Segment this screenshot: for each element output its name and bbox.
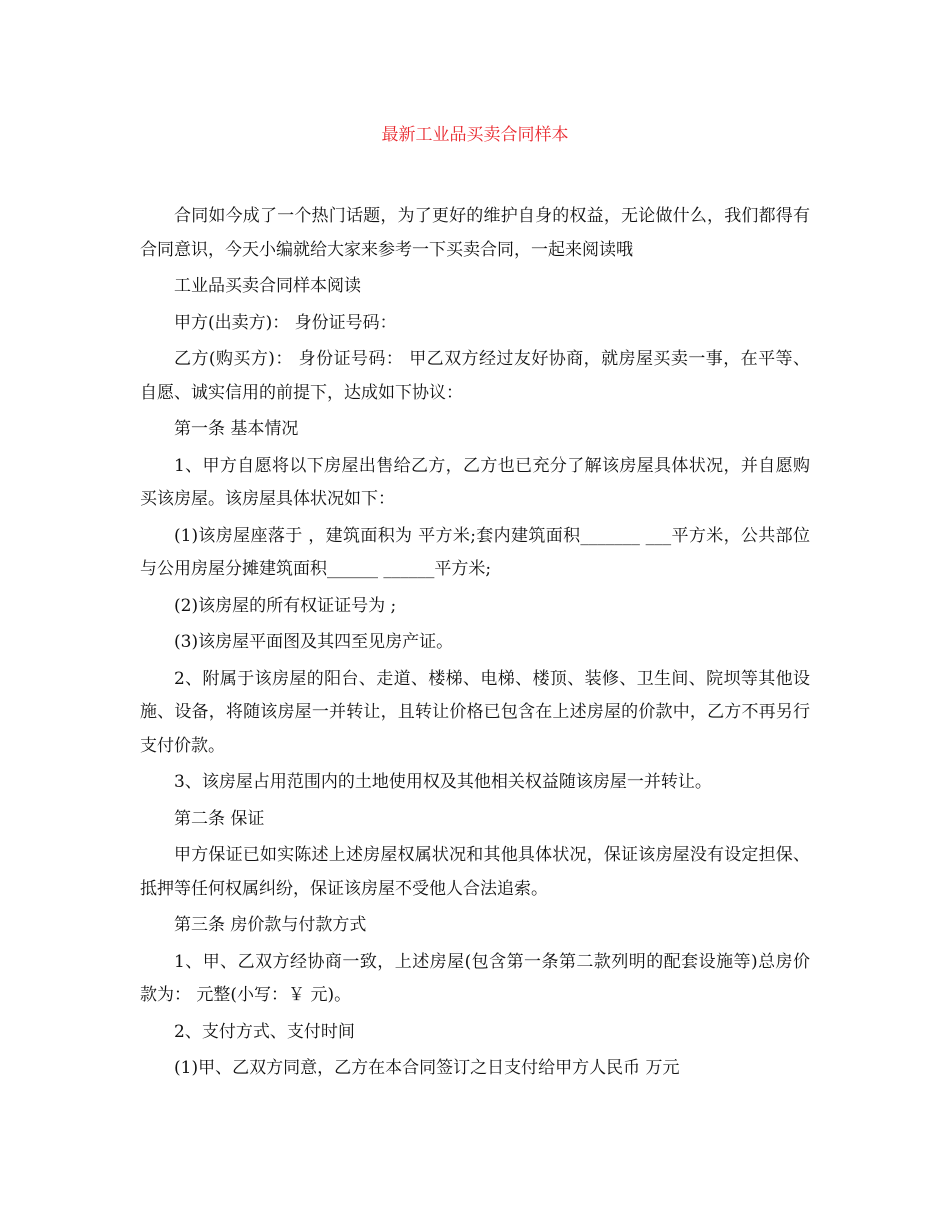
paragraph-clause-1-2: 2、附属于该房屋的阳台、走道、楼梯、电梯、楼顶、装修、卫生间、院坝等其他设施、设备，将随该房屋一并转让，且转让价格已包含在上述房屋的价款中，乙方不再另行支付价款。 [140, 668, 810, 756]
paragraph-clause-3-2: 2、支付方式、支付时间 [174, 1021, 355, 1042]
document-body [140, 200, 810, 1086]
paragraph-clause-1-1-1: (1)该房屋座落于 ，建筑面积为 平方米;套内建筑面积_______ ___平方米，公共部位与公用房屋分摊建筑面积______ ______平方米; [140, 525, 810, 579]
section-heading-3: 第三条 房价款与付款方式 [174, 915, 367, 935]
paragraph-subtitle: 工业品买卖合同样本阅读 [174, 276, 361, 296]
section-heading-1: 第一条 基本情况 [174, 419, 299, 439]
paragraph-party-a: 甲方(出卖方)： 身份证号码： [174, 312, 397, 333]
paragraph-clause-1-1-2: (2)该房屋的所有权证证号为 ; [174, 595, 397, 616]
paragraph-clause-1-3: 3、该房屋占用范围内的土地使用权及其他相关权益随该房屋一并转让。 [174, 772, 712, 792]
paragraph-clause-1-1-3: (3)该房屋平面图及其四至见房产证。 [174, 632, 454, 652]
paragraph-clause-2: 甲方保证已如实陈述上述房屋权属状况和其他具体状况，保证该房屋没有设定担保、抵押等任何权属纠纷，保证该房屋不受他人合法追索。 [140, 845, 810, 899]
paragraph-clause-3-2-1: (1)甲、乙双方同意，乙方在本合同签订之日支付给甲方人民币 万元 [174, 1058, 680, 1078]
paragraph-intro: 合同如今成了一个热门话题，为了更好的维护自身的权益，无论做什么，我们都得有合同意识，今天小编就给大家来参考一下买卖合同，一起来阅读哦 [140, 206, 810, 260]
section-heading-2: 第二条 保证 [174, 808, 265, 829]
paragraph-party-b: 乙方(购买方)： 身份证号码： 甲乙双方经过友好协商，就房屋买卖一事，在平等、自愿、诚实信用的前提下，达成如下协议： [140, 349, 810, 403]
document-title: 最新工业品买卖合同样本 [381, 125, 569, 145]
paragraph-clause-3-1: 1、甲、乙双方经协商一致，上述房屋(包含第一条第二款列明的配套设施等)总房价款为： 元整(小写：￥ 元)。 [140, 951, 810, 1005]
paragraph-clause-1-1: 1、甲方自愿将以下房屋出售给乙方，乙方也已充分了解该房屋具体状况，并自愿购买该房屋。该房屋具体状况如下： [140, 455, 810, 509]
